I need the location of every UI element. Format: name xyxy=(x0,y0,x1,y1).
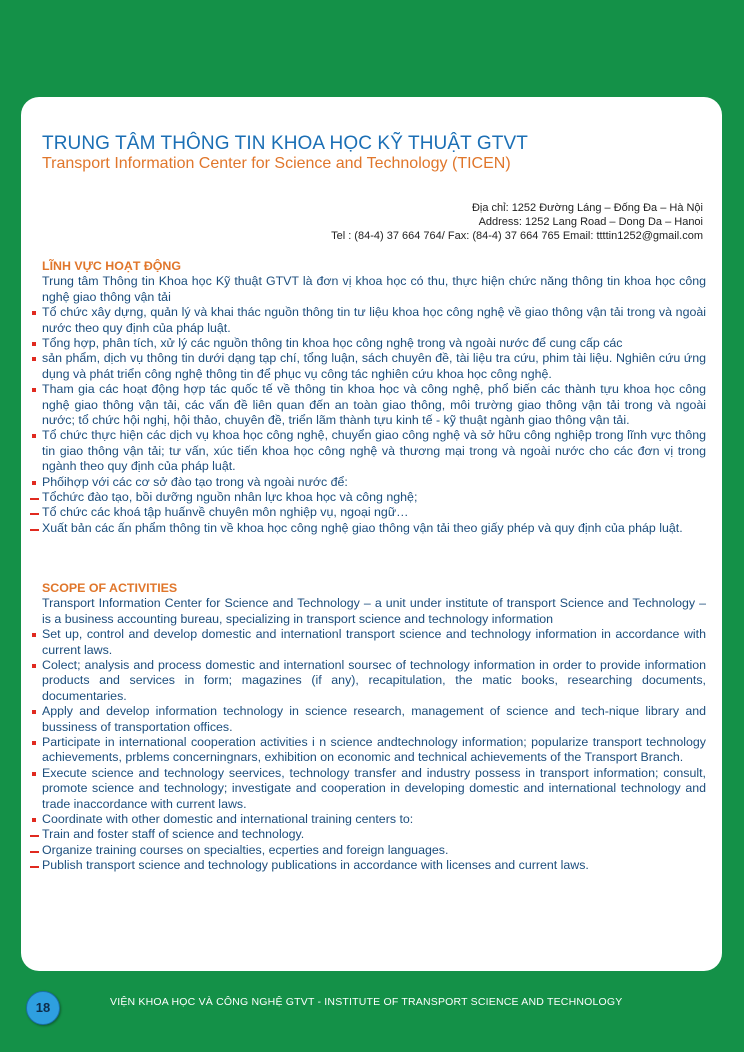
bullet-marker xyxy=(30,766,40,781)
list-item xyxy=(30,658,706,704)
list-item xyxy=(30,521,706,536)
dash-marker xyxy=(30,843,40,858)
list-item xyxy=(30,827,706,842)
content-card xyxy=(21,97,722,971)
bullet-marker xyxy=(30,735,40,750)
item-text: Apply and develop information technology in science research, management of science and tech-nique library and bussiness of transportation offices. xyxy=(42,704,706,734)
item-text: Set up, control and develop domestic and internationl transport science and technology information in accordance with current laws. xyxy=(42,627,706,657)
list-item xyxy=(30,627,706,658)
tel-fax-email: Tel : (84-4) 37 664 764/ Fax: (84-4) 37 664 765 Email: ttttin1252@gmail.com xyxy=(331,230,703,242)
list-item xyxy=(30,858,706,873)
contact-block xyxy=(331,201,703,243)
section-heading-en: SCOPE OF ACTIVITIES xyxy=(42,581,178,595)
dash-marker xyxy=(30,490,40,505)
item-text: Tổ chức các khoá tập huấnvề chuyên môn nghiệp vụ, ngoại ngữ… xyxy=(42,505,409,520)
page-title-en: Transport Information Center for Science and Technology (TICEN) xyxy=(42,155,511,172)
activities-section-en xyxy=(30,581,706,874)
activities-section-vn xyxy=(30,259,706,536)
address-en: Address: 1252 Lang Road – Dong Da – Hanoi xyxy=(478,216,703,228)
item-text: Participate in international cooperation activities i n science andtechnology information; popularize transport technology achievements, prblems concerningnars, exhibition on economic and technical achievements of the Transport Branch. xyxy=(42,735,706,765)
item-text: Train and foster staff of science and technology. xyxy=(42,827,305,842)
item-text: Xuất bản các ấn phẩm thông tin về khoa học công nghệ giao thông vận tải theo giấy phép và quy định của pháp luật. xyxy=(42,520,683,535)
item-text: sản phẩm, dịch vụ thông tin dưới dạng tạp chí, tổng luận, sách chuyên đề, tài liệu tra cứu, phim tài liệu. Nghiên cứu ứng dụng và phát triển công nghệ thông tin để phục vụ công tác nghiên cứu khoa học công nghệ. xyxy=(42,351,706,381)
item-text: Organize training courses on specialties, ecperties and foreign languages. xyxy=(42,842,449,857)
item-text: Publish transport science and technology publications in accordance with licenses and current laws. xyxy=(42,858,589,873)
list-item xyxy=(30,336,706,351)
item-text: Tổchức đào tạo, bồi dưỡng nguồn nhân lực khoa học và công nghệ; xyxy=(42,490,418,505)
bullet-marker xyxy=(30,658,40,673)
item-text: Tổ chức xây dựng, quản lý và khai thác nguồn thông tin tư liệu khoa học công nghệ về giao thông vận tải trong và ngoài nước theo quy định của pháp luật. xyxy=(42,305,706,335)
item-text: Phốihợp với các cơ sở đào tạo trong và ngoài nước để: xyxy=(42,474,348,489)
footer-text: VIỆN KHOA HỌC VÀ CÔNG NGHỆ GTVT - INSTITUTE OF TRANSPORT SCIENCE AND TECHNOLOGY xyxy=(110,996,623,1008)
bullet-marker xyxy=(30,627,40,642)
item-text: Tổng hợp, phân tích, xử lý các nguồn thông tin khoa học công nghệ trong và ngoài nước để cung cấp các xyxy=(42,336,623,351)
bullet-marker xyxy=(30,351,40,366)
list-item xyxy=(30,351,706,382)
bullet-marker xyxy=(30,428,40,443)
dash-marker xyxy=(30,858,40,873)
list-item xyxy=(30,843,706,858)
list-item xyxy=(30,735,706,766)
address-vn: Địa chỉ: 1252 Đường Láng – Đống Đa – Hà Nội xyxy=(471,202,703,214)
list-item xyxy=(30,596,706,627)
item-text: Colect; analysis and process domestic and internationl soursec of technology information in order to provide information products and services in form; magazines (if any), recapitulation, the matic books, researching documents, documentaries. xyxy=(42,658,706,703)
section-heading-vn: LĨNH VỰC HOẠT ĐỘNG xyxy=(42,259,182,273)
item-text: Trung tâm Thông tin Khoa học Kỹ thuật GTVT là đơn vị khoa học có thu, thực hiện chức năng thông tin khoa học công nghệ giao thông vận tải xyxy=(42,274,706,304)
list-item xyxy=(30,505,706,520)
list-item xyxy=(30,704,706,735)
bullet-marker xyxy=(30,336,40,351)
list-item xyxy=(30,305,706,336)
dash-marker xyxy=(30,827,40,842)
page-number-badge: 18 xyxy=(26,991,60,1025)
list-item xyxy=(30,475,706,490)
dash-marker xyxy=(30,505,40,520)
list-item xyxy=(30,766,706,812)
list-item xyxy=(30,428,706,474)
item-text: Coordinate with other domestic and international training centers to: xyxy=(42,812,414,827)
bullet-marker xyxy=(30,475,40,490)
list-item xyxy=(30,274,706,305)
bullet-marker xyxy=(30,812,40,827)
item-text: Execute science and technology seervices, technology transfer and industry possess in transport information; consult, promote science and technology; investigate and cooperation in developing domestic and international technology and trade inaccordance with current laws. xyxy=(42,765,706,811)
item-text: Tổ chức thực hiện các dịch vụ khoa học công nghệ, chuyển giao công nghệ và sở hữu công nghiệp trong lĩnh vực thông tin giao thông vận tải; tư vấn, xúc tiến khoa học công nghệ và thương mại trong và ngoài nước cho các đơn vị trong ngành theo quy định của pháp luật. xyxy=(42,428,706,474)
bullet-marker xyxy=(30,382,40,397)
bullet-marker xyxy=(30,704,40,719)
item-text: Transport Information Center for Science and Technology – a unit under institute of transport Science and Technology – is a business accounting bureau, specializing in transport science and technology information xyxy=(42,596,706,626)
list-item xyxy=(30,490,706,505)
list-item xyxy=(30,382,706,428)
item-text: Tham gia các hoạt động hợp tác quốc tế về thông tin khoa học và công nghệ, phổ biến các thành tựu khoa học công nghệ giao thông vận tải, các vấn đề liên quan đến an toàn giao thông, môi trường giao thông vận tải trong và ngoài nước; tổ chức hội nghị, hội thảo, chuyên đề, triển lãm thành tựu kinh tế - kỹ thuật ngành giao thông vận tải. xyxy=(42,382,706,428)
dash-marker xyxy=(30,521,40,536)
list-item xyxy=(30,812,706,827)
bullet-marker xyxy=(30,305,40,320)
page-title-vn: TRUNG TÂM THÔNG TIN KHOA HỌC KỸ THUẬT GTVT xyxy=(42,133,528,154)
